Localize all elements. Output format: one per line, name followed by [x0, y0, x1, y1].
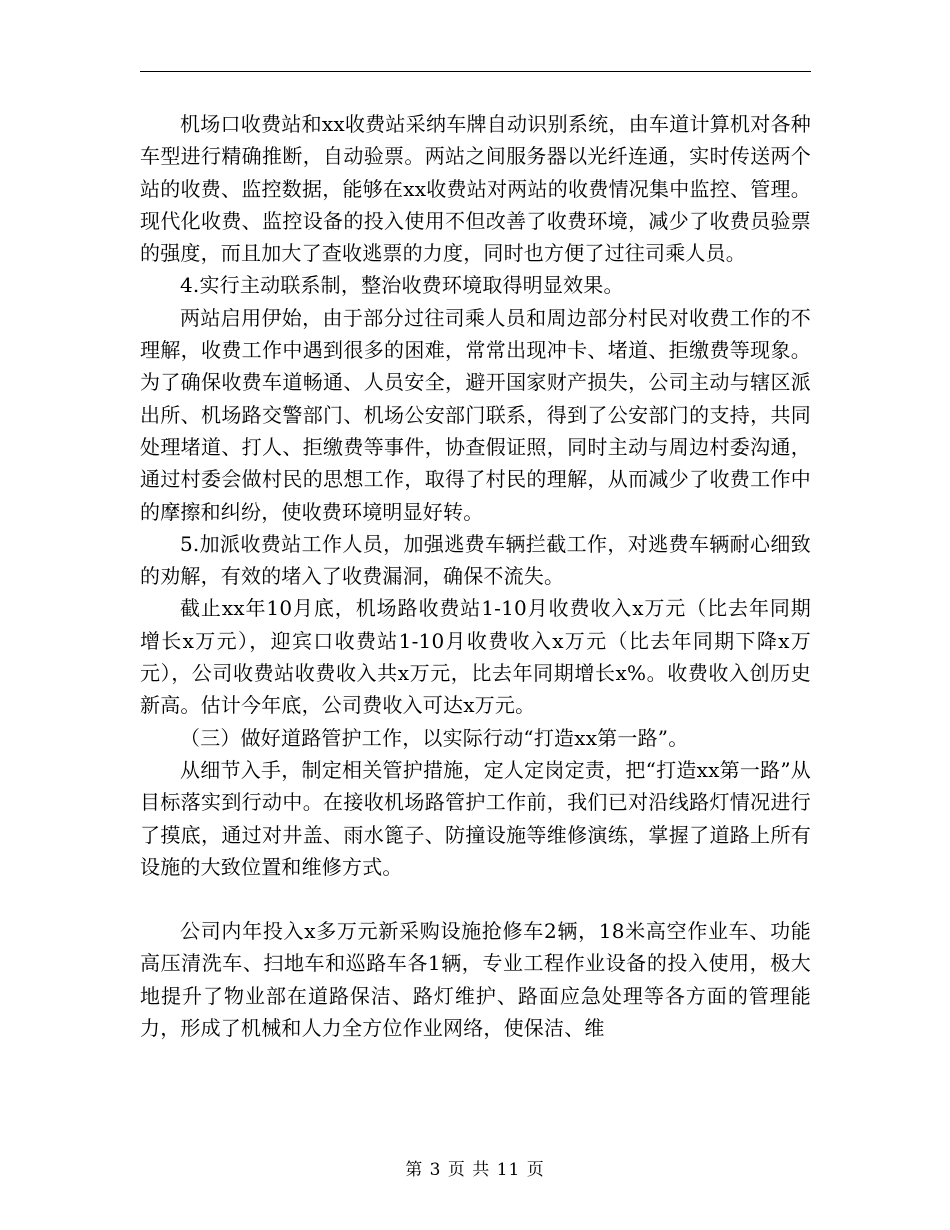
header-rule	[140, 71, 811, 72]
footer-label-page: 第	[405, 1160, 424, 1180]
paragraph-toll-environment: 两站启用伊始，由于部分过往司乘人员和周边部分村民对收费工作的不理解，收费工作中遇到很多的困难，常常出现冲卡、堵道、拒缴费等现象。为了确保收费车道畅通、人员安全，避开国家财产损失，公司主动与辖区派出所、机场路交警部门、机场公安部门联系，得到了公安部门的支持，共同处理堵道、打人、拒缴费等事件，协查假证照，同时主动与周边村委沟通，通过村委会做村民的思想工作，取得了村民的理解，从而减少了收费工作中的摩擦和纠纷，使收费环境明显好转。	[140, 305, 811, 524]
footer-total-pages: 11	[496, 1160, 521, 1180]
paragraph-heading-4: 4.实行主动联系制，整治收费环境取得明显效果。	[180, 273, 624, 298]
footer-current-page: 3	[429, 1160, 442, 1180]
paragraph-heading-5: 5.加派收费站工作人员，加强逃费车辆拦截工作，对逃费车辆耐心细致的劝解，有效的堵入了收费漏洞，确保不流失。	[140, 531, 811, 589]
paragraph-section-3-heading: （三）做好道路管护工作，以实际行动“打造xx第一路”。	[180, 725, 689, 750]
paragraph-gap	[140, 883, 811, 915]
footer-label-of: 页 共	[447, 1160, 491, 1180]
paragraph-license-plate-system: 机场口收费站和xx收费站采纳车牌自动识别系统，由车道计算机对各种车型进行精确推断，自动验票。两站之间服务器以光纤连通，实时传送两个站的收费、监控数据，能够在xx收费站对两站的收费情况集中监控、管理。现代化收费、监控设备的投入使用不但改善了收费环境，减少了收费员验票的强度，而且加大了查收逃票的力度，同时也方便了过往司乘人员。	[140, 112, 811, 266]
paragraph-toll-revenue: 截止xx年10月底，机场路收费站1-10月收费收入x万元（比去年同期增长x万元），迎宾口收费站1-10月收费收入x万元（比去年同期下降x万元），公司收费站收费收入共x万元，比去年同期增长x%。收费收入创历史新高。估计今年底，公司费收入可达x万元。	[140, 596, 811, 718]
page-footer	[0, 1155, 950, 1180]
footer-label-suffix: 页	[526, 1160, 545, 1180]
paragraph-equipment-investment: 公司内年投入x多万元新采购设施抢修车2辆，18米高空作业车、功能高压清洗车、扫地车和巡路车各1辆，专业工程作业设备的投入使用，极大地提升了物业部在道路保洁、路灯维护、路面应急处理等各方面的管理能力，形成了机械和人力全方位作业网络，使保洁、维	[140, 919, 811, 1041]
document-body	[140, 108, 811, 1044]
paragraph-road-maintenance: 从细节入手，制定相关管护措施，定人定岗定责，把“打造xx第一路”从目标落实到行动中。在接收机场路管护工作前，我们已对沿线路灯情况进行了摸底，通过对井盖、雨水篦子、防撞设施等维修演练，掌握了道路上所有设施的大致位置和维修方式。	[140, 757, 811, 879]
